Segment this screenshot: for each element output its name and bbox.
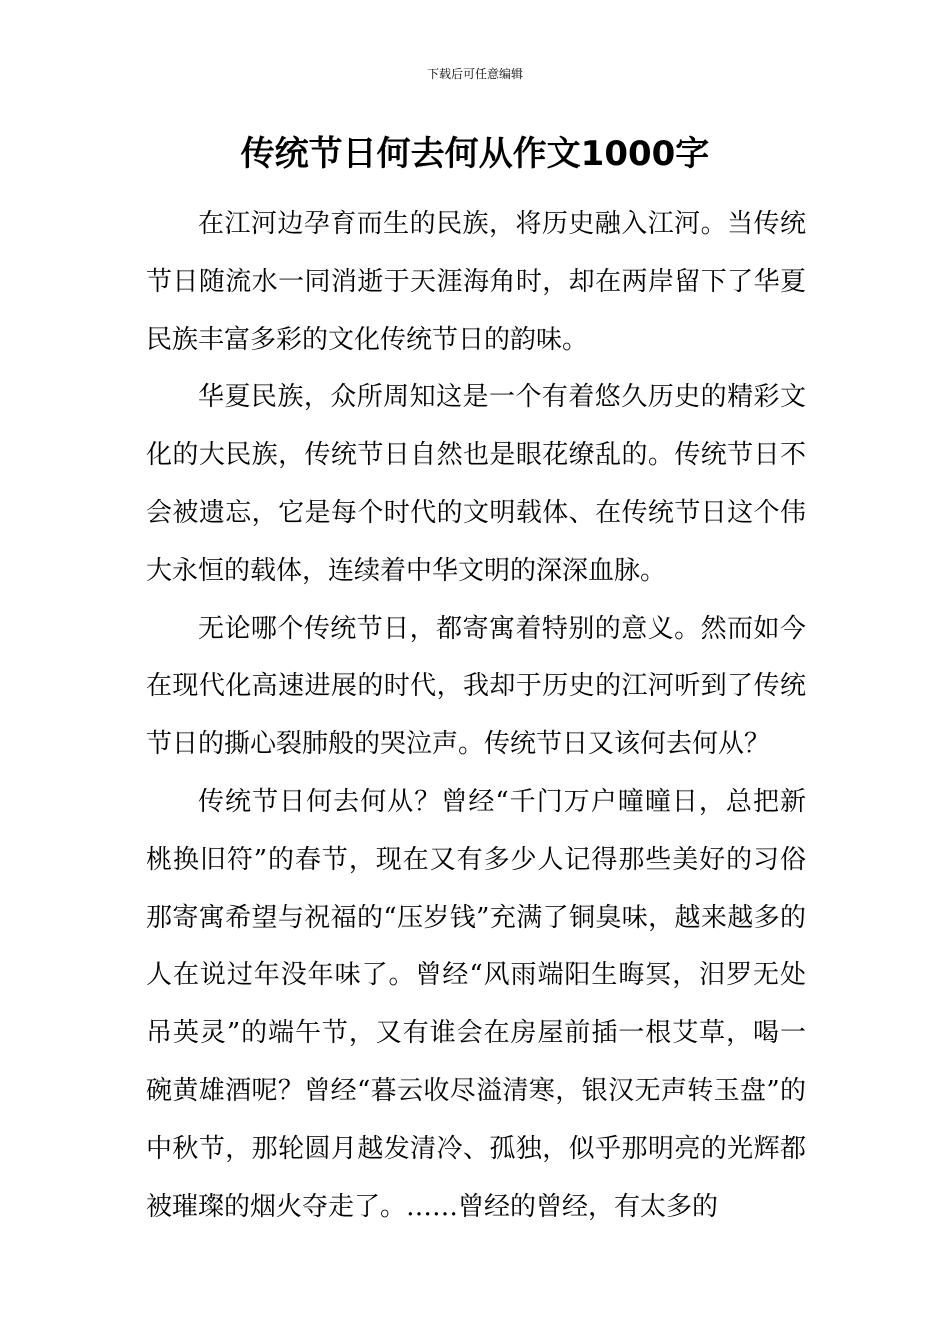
paragraph-4: 传统节日何去何从？曾经“千门万户曈曈日，总把新桃换旧符”的春节，现在又有多少人记得那些美好的习俗那寄寓希望与祝福的“压岁钱”充满了铜臭味，越来越多的人在说过年没年味了。曾经“风雨端阳生晦冥，汨罗无处吊英灵”的端午节，又有谁会在房屋前插一根艾草，喝一碗黄雄酒呢？曾经“暮云收尽溢清寒，银汉无声转玉盘”的中秋节，那轮圆月越发清冷、孤独，似乎那明亮的光辉都被璀璨的烟火夺走了。……曾经的曾经，有太多的 bbox=[146, 786, 806, 1222]
paragraph-3: 无论哪个传统节日，都寄寓着特别的意义。然而如今在现代化高速进展的时代，我却于历史的江河听到了传统节日的撕心裂肺般的哭泣声。传统节日又该何去何从？ bbox=[146, 613, 806, 760]
header-note: 下载后可任意编辑 bbox=[426, 67, 523, 81]
paragraph-2: 华夏民族，众所周知这是一个有着悠久历史的精彩文化的大民族，传统节日自然也是眼花缭乱的。传统节日不会被遗忘，它是每个时代的文明载体、在传统节日这个伟大永恒的载体，连续着中华文明的深深血脉。 bbox=[146, 382, 806, 586]
paragraph-1: 在江河边孕育而生的民族，将历史融入江河。当传统节日随流水一同消逝于天涯海角时，却在两岸留下了华夏民族丰富多彩的文化传统节日的韵味。 bbox=[146, 209, 806, 355]
body-text bbox=[146, 196, 806, 1236]
page-title: 传统节日何去何从作文1000字 bbox=[240, 134, 710, 174]
